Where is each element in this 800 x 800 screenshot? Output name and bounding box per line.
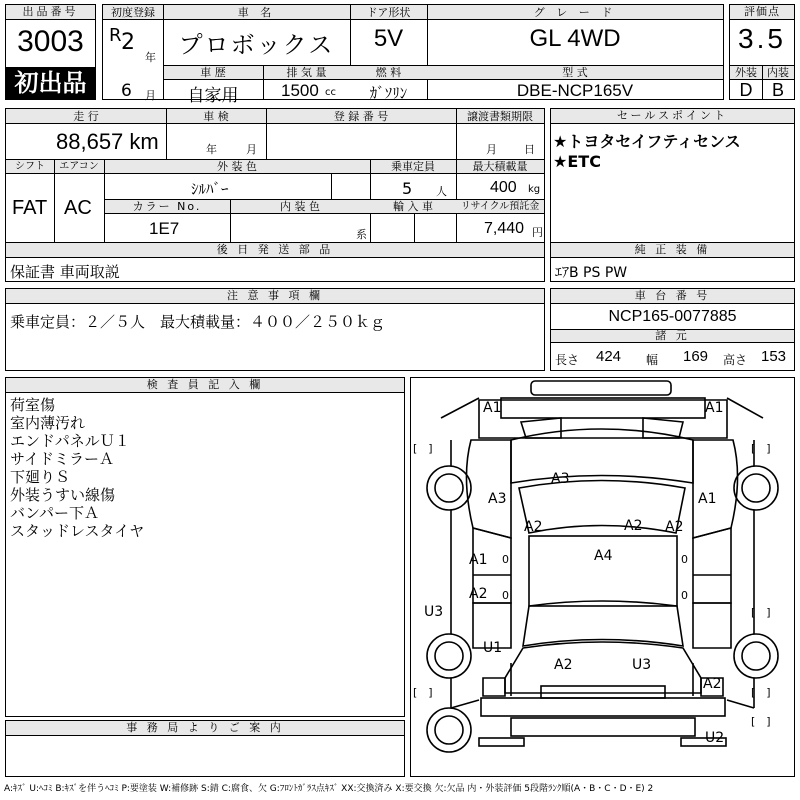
vehicle-header: [102, 4, 724, 106]
car-name: プロボックス: [178, 31, 335, 59]
bracket-mark: [ ]: [751, 715, 771, 728]
damage-mark: A2: [469, 586, 488, 602]
transfer-label: 譲渡書類期限: [467, 110, 533, 123]
bracket-mark: [ ]: [413, 686, 433, 699]
damage-mark: U2: [705, 730, 725, 746]
lot-label: 出品番号: [6, 5, 95, 20]
bracket-mark: [ ]: [413, 442, 433, 455]
seats-label: 乗車定員: [391, 160, 435, 173]
interior-label: 内装: [767, 66, 789, 79]
load-unit: kg: [528, 184, 541, 195]
equipment: ｴｱB PS PW: [555, 265, 628, 281]
length: 424: [596, 348, 622, 365]
sales-point: ★ETC: [553, 152, 601, 171]
door-label: ドア形状: [366, 6, 411, 19]
reg-no-label: 登 録 番 号: [333, 110, 389, 123]
door-type: 5V: [373, 25, 404, 52]
inspector-label: 検 査 員 記 入 欄: [6, 378, 404, 393]
damage-mark: A1: [705, 400, 724, 416]
inspector-line: スタッドレスタイヤ: [10, 522, 145, 540]
inspector-line: エンドパネルＵ１: [10, 432, 130, 450]
notes: 乗車定員：２／５人 最大積載量：４００／２５０ｋｇ: [10, 313, 386, 331]
zero-mark: 0: [681, 553, 688, 566]
score: 3.5: [738, 23, 786, 54]
grade: GL 4WD: [529, 25, 621, 52]
name-label: 車 名: [237, 6, 276, 19]
later-parts-box: [5, 242, 545, 282]
grade-label: グ レ ー ド: [533, 6, 617, 19]
insp-year: 年: [206, 143, 217, 156]
inspector-box: [5, 377, 405, 717]
shift-label: シフト: [15, 161, 45, 172]
reg-year: 2: [121, 30, 135, 55]
dims-label: 諸 元: [655, 329, 690, 342]
damage-diagram: [410, 377, 795, 777]
zero-mark: 0: [502, 589, 509, 602]
damage-mark: A1: [698, 491, 717, 507]
chassis-box: [550, 288, 795, 371]
insp-month: 月: [246, 143, 257, 156]
bracket-mark: [ ]: [751, 606, 771, 619]
damage-mark: U3: [424, 604, 444, 620]
chassis-label: 車 台 番 号: [551, 289, 794, 304]
first-listing-badge: 初出品: [6, 67, 95, 99]
zero-mark: 0: [681, 589, 688, 602]
color-label: 外 装 色: [217, 160, 257, 173]
damage-mark: A2: [703, 676, 722, 692]
notes-box: [5, 288, 545, 371]
damage-mark: A2: [524, 519, 543, 535]
recycle-unit: 円: [532, 226, 543, 239]
max-load: 400: [490, 179, 517, 196]
seats-unit: 人: [436, 185, 447, 198]
height: 153: [761, 348, 787, 365]
mileage-label: 走 行: [73, 110, 99, 123]
load-label: 最大積載量: [472, 160, 528, 173]
office-label: 事 務 局 よ り ご 案 内: [6, 721, 404, 736]
damage-mark: A3: [488, 491, 507, 507]
inspector-line: 外装うすい線傷: [10, 486, 116, 504]
inspector-line: 荷室傷: [10, 396, 56, 414]
lot-number: 3003: [17, 25, 84, 58]
ac-label: エアコン: [59, 161, 99, 172]
later-parts-label: 後 日 発 送 部 品: [6, 243, 544, 258]
inspector-notes: [10, 396, 144, 540]
car-outline: [411, 378, 793, 775]
seats: 5: [402, 179, 413, 198]
sales-label: セールスポイント: [551, 109, 794, 124]
fuel: ｶﾞｿﾘﾝ: [369, 84, 408, 102]
damage-mark: A3: [551, 471, 570, 487]
import-label: 輸 入 車: [393, 200, 433, 213]
damage-mark: A1: [483, 400, 502, 416]
month-unit: 月: [145, 89, 156, 102]
bracket-mark: [ ]: [751, 442, 771, 455]
exterior-label: 外装: [735, 66, 757, 79]
ac: AC: [64, 197, 92, 219]
length-label: 長さ: [555, 353, 580, 367]
recycle-fee: 7,440: [484, 220, 525, 237]
transfer-month: 月: [486, 143, 497, 156]
damage-mark: U3: [632, 657, 652, 673]
damage-mark: A2: [665, 519, 684, 535]
notes-label: 注 意 事 項 欄: [6, 289, 544, 304]
model-code: DBE-NCP165V: [516, 81, 634, 100]
sales-points-box: [550, 108, 795, 243]
damage-mark: A1: [469, 552, 488, 568]
sales-point: ★トヨタセイフティセンス: [553, 132, 741, 151]
recycle-label: リサイクル預託金: [460, 201, 540, 212]
displacement: 1500: [281, 81, 319, 100]
details-box: [5, 108, 545, 243]
history-label: 車 歴: [200, 66, 226, 79]
color-number: 1E7: [149, 219, 180, 238]
reg-label: 初度登録: [111, 6, 155, 19]
inspector-line: 下廻りＳ: [10, 468, 71, 486]
score-label: 評価点: [730, 5, 794, 20]
int-color-unit: 系: [356, 228, 367, 241]
width-label: 幅: [646, 353, 659, 367]
model-label: 型 式: [562, 66, 588, 79]
damage-mark: A4: [594, 548, 613, 564]
exterior-color: ｼﾙﾊﾞｰ: [191, 180, 229, 198]
damage-mark: A2: [554, 657, 573, 673]
score-box: [729, 4, 795, 100]
reg-month: 6: [121, 81, 132, 101]
equipment-label: 純 正 装 備: [551, 243, 794, 258]
inspector-line: サイドミラーＡ: [10, 450, 114, 468]
inspector-line: 室内薄汚れ: [10, 414, 86, 432]
width: 169: [683, 348, 709, 365]
legend: A:ｷｽﾞ U:ﾍｺﾐ B:ｷｽﾞを伴うﾍｺﾐ P:要塗装 W:補修跡 S:錆 C:腐食、欠 G:ﾌﾛﾝﾄｶﾞﾗｽ点ｷｽﾞ XX:交換済み X:要交換 欠:欠品 内・外装評価 5段階ﾗﾝｸ順(A・B・C・D・E) 2: [4, 784, 654, 794]
lot-box: [5, 4, 96, 100]
zero-mark: 0: [502, 553, 509, 566]
year-unit: 年: [145, 51, 156, 64]
damage-mark: A2: [624, 518, 643, 534]
exterior-grade: D: [739, 80, 753, 100]
fuel-label: 燃 料: [375, 66, 402, 79]
displacement-unit: cc: [325, 87, 336, 98]
mileage: 88,657 km: [56, 129, 159, 154]
office-box: [5, 720, 405, 777]
inspector-line: バンパー下Ａ: [10, 504, 99, 522]
int-color-label: 内 装 色: [280, 200, 320, 213]
interior-grade: B: [771, 80, 784, 100]
inspection-label: 車 検: [203, 110, 229, 123]
height-label: 高さ: [723, 353, 748, 367]
bracket-mark: [ ]: [751, 686, 771, 699]
equipment-box: [550, 242, 795, 282]
era: R: [109, 25, 122, 46]
transfer-day: 日: [524, 143, 535, 156]
color-no-label: カラー No.: [132, 200, 202, 213]
displacement-label: 排 気 量: [286, 66, 327, 79]
history: 自家用: [187, 86, 239, 106]
shift: FAT: [12, 197, 48, 219]
damage-mark: U1: [483, 640, 503, 656]
later-parts: 保証書 車両取説: [10, 263, 120, 281]
chassis-number: NCP165-0077885: [608, 308, 737, 325]
